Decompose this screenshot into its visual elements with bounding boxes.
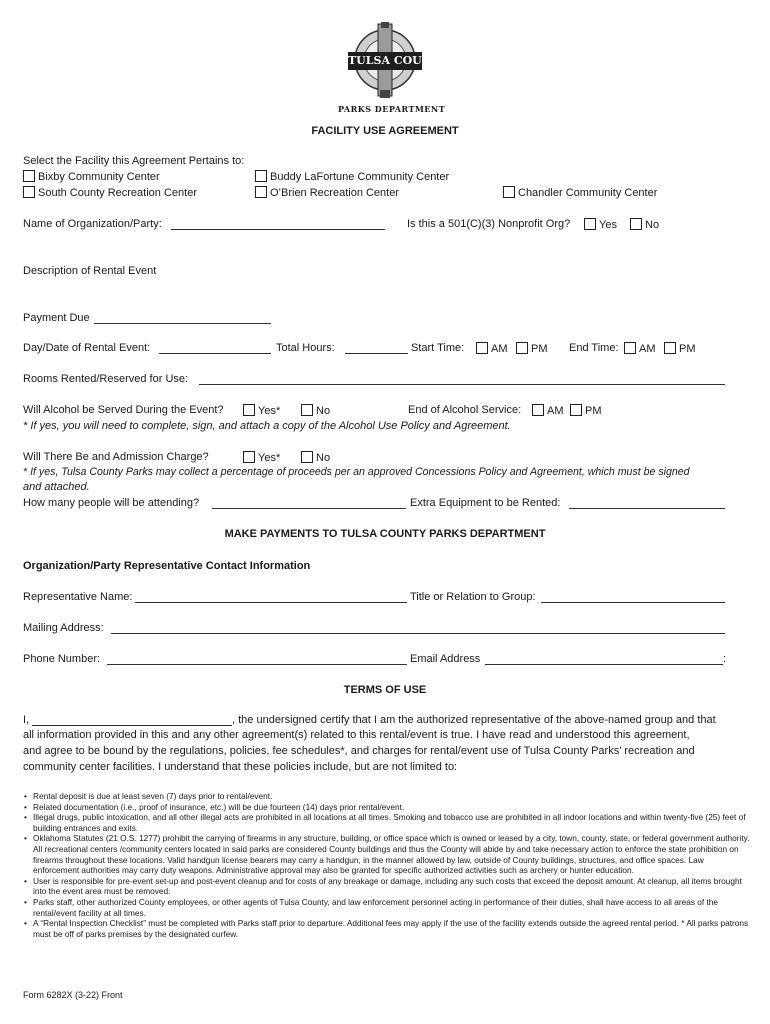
checkbox[interactable] — [516, 342, 528, 354]
terms-line1: , the undersigned certify that I am the authorized representative of the above-named group and that — [232, 714, 716, 726]
mailing-field[interactable] — [111, 633, 725, 634]
checkbox[interactable] — [503, 186, 515, 198]
facility-option-bixby[interactable]: Bixby Community Center — [23, 170, 160, 183]
payment-due-label: Payment Due — [23, 312, 90, 324]
extra-equipment-field[interactable] — [569, 508, 725, 509]
checkbox[interactable] — [243, 451, 255, 463]
checkbox[interactable] — [630, 218, 642, 230]
alcohol-end-pm[interactable]: PM — [570, 404, 602, 417]
terms-line3: and agree to be bound by the regulations, policies, fee schedules*, and charges for rental/event use of Tulsa County Parks’ recreation and — [23, 745, 695, 757]
admission-label: Will There Be and Admission Charge? — [23, 451, 209, 463]
certifier-name-field[interactable] — [32, 725, 232, 726]
checkbox[interactable] — [476, 342, 488, 354]
total-hours-label: Total Hours: — [276, 342, 335, 354]
nonprofit-no[interactable]: No — [630, 218, 659, 231]
form-footer: Form 6282X (3-22) Front — [23, 990, 123, 1000]
terms-i: I, — [23, 714, 30, 726]
rep-name-label: Representative Name: — [23, 591, 133, 603]
facility-option-lafortune[interactable]: Buddy LaFortune Community Center — [255, 170, 449, 183]
rep-name-field[interactable] — [135, 602, 407, 603]
admission-no[interactable]: No — [301, 451, 330, 464]
org-name-label: Name of Organization/Party: — [23, 218, 162, 230]
list-item: • Related documentation (i.e., proof of insurance, etc.) will be due fourteen (14) days prior rental/event. — [23, 802, 750, 813]
email-end: : — [723, 653, 727, 665]
policy-list — [23, 791, 750, 939]
checkbox[interactable] — [23, 186, 35, 198]
end-am[interactable]: AM — [624, 342, 656, 355]
end-pm[interactable]: PM — [664, 342, 696, 355]
alcohol-end-label: End of Alcohol Service: — [408, 404, 522, 416]
start-pm[interactable]: PM — [516, 342, 548, 355]
form-title: FACILITY USE AGREEMENT — [311, 125, 459, 137]
alcohol-yes[interactable]: Yes* — [243, 404, 280, 417]
phone-field[interactable] — [107, 664, 407, 665]
contact-heading: Organization/Party Representative Contact Information — [23, 560, 311, 572]
nonprofit-yes[interactable]: Yes — [584, 218, 617, 231]
admission-note-line1: * If yes, Tulsa County Parks may collect a percentage of proceeds per an approved Concessions Policy and Agreement, which must be signed — [23, 466, 690, 478]
admission-yes[interactable]: Yes* — [243, 451, 280, 464]
checkbox[interactable] — [301, 404, 313, 416]
start-am[interactable]: AM — [476, 342, 508, 355]
description-label: Description of Rental Event — [23, 265, 157, 277]
nonprofit-label: Is this a 501(C)(3) Nonprofit Org? — [407, 218, 571, 230]
facility-option-south-county[interactable]: South County Recreation Center — [23, 186, 197, 199]
phone-label: Phone Number: — [23, 653, 101, 665]
alcohol-note: * If yes, you will need to complete, sign, and attach a copy of the Alcohol Use Policy and Agreement. — [23, 420, 511, 432]
total-hours-field[interactable] — [345, 353, 408, 354]
title-relation-label: Title or Relation to Group: — [410, 591, 536, 603]
checkbox[interactable] — [255, 170, 267, 182]
rooms-label: Rooms Rented/Reserved for Use: — [23, 373, 189, 385]
email-label: Email Address — [410, 653, 481, 665]
mailing-label: Mailing Address: — [23, 622, 104, 634]
tulsa-county-parks-logo — [338, 20, 448, 116]
logo-name: TULSA COUNTY — [348, 54, 448, 67]
alcohol-label: Will Alcohol be Served During the Event? — [23, 404, 224, 416]
logo-subtitle: PARKS DEPARTMENT — [338, 104, 446, 114]
alcohol-no[interactable]: No — [301, 404, 330, 417]
facility-prompt: Select the Facility this Agreement Pertains to: — [23, 155, 245, 167]
list-item: • Rental deposit is due at least seven (7) days prior to rental/event. — [23, 791, 750, 802]
alcohol-end-am[interactable]: AM — [532, 404, 564, 417]
payments-heading: MAKE PAYMENTS TO TULSA COUNTY PARKS DEPARTMENT — [224, 528, 546, 540]
list-item: • Illegal drugs, public intoxication, and all other illegal acts are prohibited in all locations at all times. Smoking and tobacco use are prohibited in all indoor locations and within twenty-five (25) feet of building entrances and exits. — [23, 812, 750, 833]
end-time-label: End Time: — [569, 342, 619, 354]
org-name-field[interactable] — [171, 229, 385, 230]
email-field[interactable] — [485, 664, 723, 665]
list-item: • User is responsible for pre-event set-up and post-event cleanup and for costs of any breakage or damage, including any such costs that exceed the deposit amount. At cleanup, all items brought into the event area must be removed. — [23, 876, 750, 897]
checkbox[interactable] — [624, 342, 636, 354]
list-item: • Oklahoma Statutes (21 O.S. 1277) prohibit the carrying of firearms in any structure, building, or office space which is owned or leased by a city, town, county, state, or federal government authority. All recreational centers /community centers located in said parks are considered County buildings and thus the County will abide by and take necessary action to enforce the state prohibition on firearms throughout these locations. Valid handgun license bearers may carry a handgun, in the manner allowed by law, outside of County buildings, structures, and office spaces. Law enforcement authorities may carry duty weapons. Administrative approval may also be granted for specific authorized activities such as archery or hunter education. — [23, 833, 750, 875]
payment-due-field[interactable] — [94, 323, 271, 324]
logo-emblem — [338, 20, 448, 116]
extra-equipment-label: Extra Equipment to be Rented: — [410, 497, 561, 509]
checkbox[interactable] — [532, 404, 544, 416]
facility-option-chandler[interactable]: Chandler Community Center — [503, 186, 657, 199]
checkbox[interactable] — [255, 186, 267, 198]
terms-line2: all information provided in this and any other agreement(s) related to this rental/event is true. I have read and understood this agreement, — [23, 729, 690, 741]
facility-option-obrien[interactable]: O’Brien Recreation Center — [255, 186, 399, 199]
terms-line4: community center facilities. I understand that these policies include, but are not limited to: — [23, 761, 458, 773]
start-time-label: Start Time: — [411, 342, 465, 354]
admission-note-line2: and attached. — [23, 481, 90, 493]
title-relation-field[interactable] — [541, 602, 725, 603]
checkbox[interactable] — [664, 342, 676, 354]
rooms-field[interactable] — [199, 384, 725, 385]
checkbox[interactable] — [584, 218, 596, 230]
checkbox[interactable] — [570, 404, 582, 416]
checkbox[interactable] — [301, 451, 313, 463]
list-item: • Parks staff, other authorized County employees, or other agents of Tulsa County, and law enforcement personnel acting in performance of their duties, shall have access to all areas of the rental/event facility at all times. — [23, 897, 750, 918]
list-item: • A “Rental Inspection Checklist” must be completed with Parks staff prior to departure. Additional fees may apply if the use of the facility extends outside the agreed rental period. * All parks patrons must be off of parks premises by the designated curfew. — [23, 918, 750, 939]
checkbox[interactable] — [23, 170, 35, 182]
date-field[interactable] — [159, 353, 271, 354]
checkbox[interactable] — [243, 404, 255, 416]
attending-label: How many people will be attending? — [23, 497, 200, 509]
date-label: Day/Date of Rental Event: — [23, 342, 151, 354]
attending-field[interactable] — [212, 508, 406, 509]
terms-heading: TERMS OF USE — [343, 684, 427, 696]
